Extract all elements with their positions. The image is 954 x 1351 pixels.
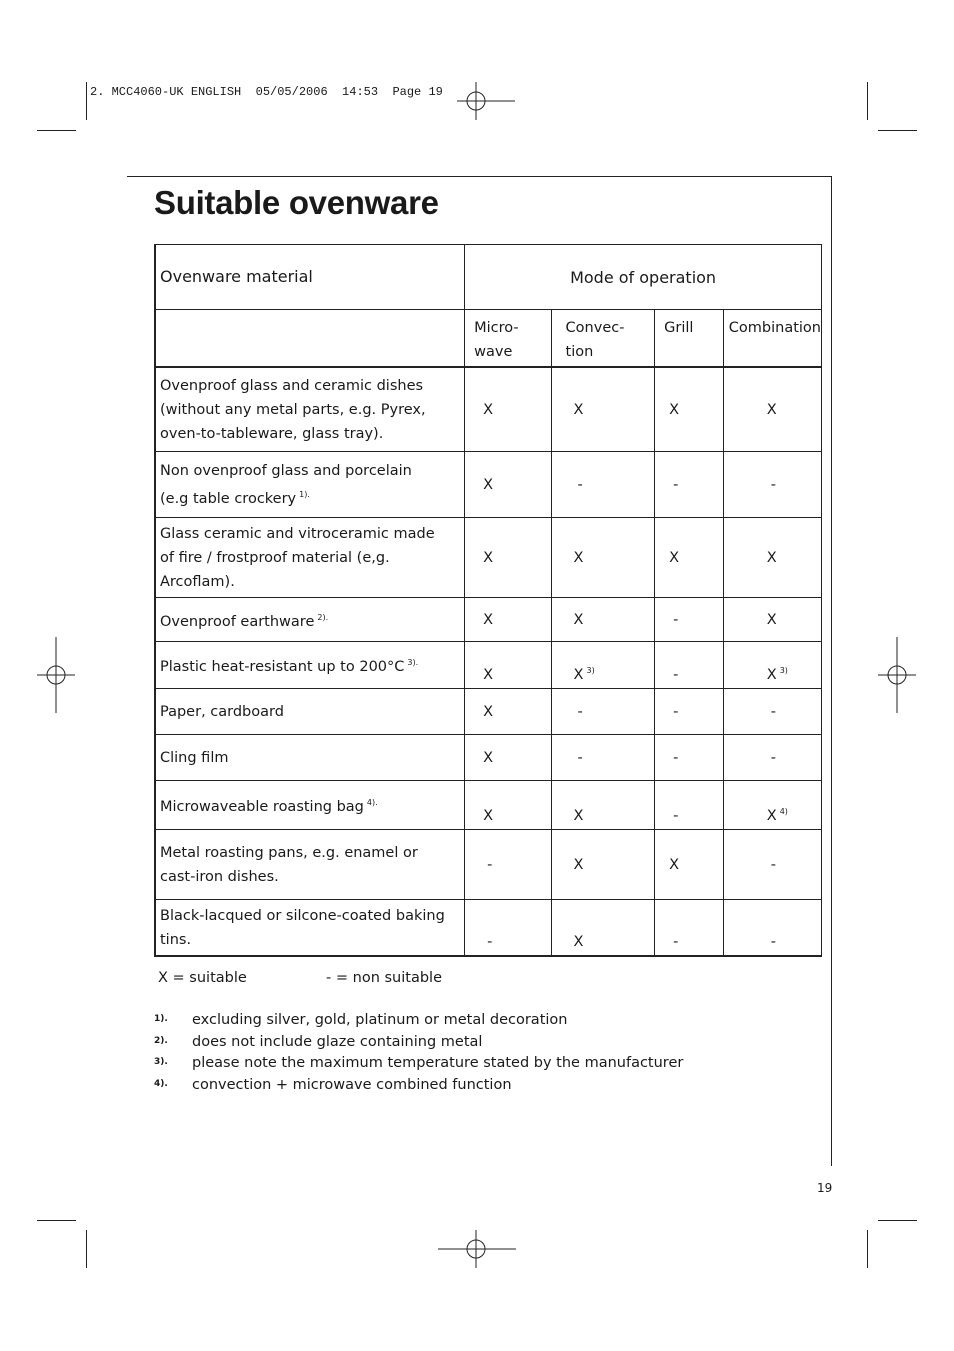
suitability-cell xyxy=(655,900,724,957)
footnote-text: convection + microwave combined function xyxy=(192,1076,512,1093)
material-label: Black-lacqued or silcone-coated baking tins. xyxy=(160,907,445,948)
suitability-mark: X xyxy=(573,667,584,683)
suitability-mark: X xyxy=(573,934,584,950)
footnote-text: does not include glaze containing metal xyxy=(192,1033,483,1050)
suitability-mark: - xyxy=(673,476,679,493)
mode-convection: Convec- tion xyxy=(551,310,655,368)
suitability-cell xyxy=(465,518,551,598)
footnote-text: please note the maximum temperature stated by the manufacturer xyxy=(192,1055,684,1071)
suitability-cell xyxy=(465,598,551,642)
material-cell xyxy=(155,781,465,830)
suitability-mark: - xyxy=(770,934,777,950)
suitability-cell xyxy=(465,900,551,957)
suitability-mark: X xyxy=(483,476,494,493)
suitability-mark: - xyxy=(770,856,777,873)
material-cell xyxy=(155,735,465,781)
suitability-cell xyxy=(655,735,724,781)
suitability-cell xyxy=(723,452,821,518)
suitability-cell xyxy=(551,830,655,900)
suitability-cell xyxy=(655,598,724,642)
suitability-cell xyxy=(551,598,655,642)
footnote-ref: 1). xyxy=(299,489,310,499)
table-row xyxy=(155,781,822,830)
page-frame-right xyxy=(831,176,832,1166)
material-cell xyxy=(155,598,465,642)
footnote-number: 1). xyxy=(154,1014,168,1024)
suitability-mark: X xyxy=(573,401,584,418)
suitability-mark: - xyxy=(770,476,777,493)
suitability-cell xyxy=(655,781,724,830)
suitability-mark: X xyxy=(483,808,494,824)
mode-microwave: Micro- wave xyxy=(465,310,551,368)
table-row xyxy=(155,367,822,452)
table-row xyxy=(155,642,822,689)
suitability-cell xyxy=(655,689,724,735)
suitability-mark: X xyxy=(483,749,494,766)
table-row xyxy=(155,689,822,735)
suitability-cell xyxy=(655,367,724,452)
suitability-cell xyxy=(551,642,655,689)
suitability-mark: - xyxy=(770,703,777,720)
suitability-cell xyxy=(723,830,821,900)
footnote-number: 2). xyxy=(154,1035,168,1046)
material-label: Plastic heat-resistant up to 200°C xyxy=(160,659,405,675)
material-label: Paper, cardboard xyxy=(160,703,284,720)
footnote-ref: 3). xyxy=(407,658,419,667)
suitability-mark: - xyxy=(577,749,583,766)
suitability-cell xyxy=(655,830,724,900)
material-cell xyxy=(155,900,465,957)
table-body xyxy=(155,367,822,956)
suitability-cell xyxy=(655,452,724,518)
legend-suitable: X = suitable xyxy=(158,970,247,986)
suitability-cell xyxy=(723,598,821,642)
material-cell xyxy=(155,452,465,518)
suitability-mark: X xyxy=(669,549,680,566)
suitability-mark: X xyxy=(766,667,777,683)
suitability-mark: X xyxy=(573,808,584,824)
material-label: Glass ceramic and vitroceramic made of fire / frostproof material (e,g. Arcoflam). xyxy=(160,525,435,590)
suitability-mark: X xyxy=(483,667,494,683)
suitability-mark: X xyxy=(483,611,494,628)
suitability-mark: X xyxy=(766,549,777,566)
suitability-cell xyxy=(655,518,724,598)
print-slug: 2. MCC4060-UK ENGLISH 05/05/2006 14:53 Page 19 xyxy=(90,85,443,99)
suitability-mark: - xyxy=(487,934,493,950)
table-row xyxy=(155,900,822,957)
suitability-cell xyxy=(723,900,821,957)
suitability-mark: - xyxy=(487,856,493,873)
footnote-ref: 4) xyxy=(779,807,788,816)
table-row xyxy=(155,518,822,598)
table-row xyxy=(155,452,822,518)
modes-row-blank xyxy=(155,310,465,368)
material-label: Ovenproof glass and ceramic dishes (without any metal parts, e.g. Pyrex, oven-to-tableware, glass tray). xyxy=(160,377,426,442)
material-label: Cling film xyxy=(160,749,229,766)
suitability-cell xyxy=(723,781,821,830)
footnote-ref: 3) xyxy=(779,666,788,675)
suitability-mark: - xyxy=(770,749,777,766)
suitability-mark: - xyxy=(673,703,679,720)
suitability-cell xyxy=(465,781,551,830)
suitability-mark: X xyxy=(766,808,777,824)
suitability-cell xyxy=(723,518,821,598)
suitability-cell xyxy=(465,830,551,900)
footnote-number: 4). xyxy=(154,1078,168,1089)
material-cell xyxy=(155,642,465,689)
table-row xyxy=(155,830,822,900)
suitability-cell xyxy=(465,452,551,518)
table-row xyxy=(155,735,822,781)
mode-combination: Combination xyxy=(723,310,821,368)
registration-mark-icon xyxy=(37,637,75,713)
ovenware-table xyxy=(154,244,822,957)
suitability-cell xyxy=(723,689,821,735)
material-cell xyxy=(155,518,465,598)
material-label: Microwaveable roasting bag xyxy=(160,799,364,815)
suitability-cell xyxy=(723,367,821,452)
suitability-cell xyxy=(465,689,551,735)
suitability-cell xyxy=(551,518,655,598)
suitability-mark: X xyxy=(669,856,680,873)
suitability-cell xyxy=(723,642,821,689)
suitability-mark: X xyxy=(483,401,494,418)
suitability-mark: - xyxy=(673,934,679,950)
page-title: Suitable ovenware xyxy=(154,184,439,221)
legend xyxy=(158,970,442,986)
suitability-mark: - xyxy=(673,749,679,766)
mode-grill: Grill xyxy=(655,310,724,368)
footnote-ref: 3) xyxy=(586,666,595,675)
table-row xyxy=(155,598,822,642)
suitability-cell xyxy=(465,735,551,781)
footnote-number: 3). xyxy=(154,1057,168,1067)
suitability-cell xyxy=(551,781,655,830)
material-label: Metal roasting pans, e.g. enamel or cast-iron dishes. xyxy=(160,844,418,885)
footnote-ref: 4). xyxy=(366,798,378,807)
suitability-mark: X xyxy=(573,856,584,873)
material-cell xyxy=(155,367,465,452)
footnote-text: excluding silver, gold, platinum or metal decoration xyxy=(192,1012,568,1028)
suitability-cell xyxy=(465,367,551,452)
header-mode: Mode of operation xyxy=(465,245,822,310)
page-frame-top xyxy=(127,176,832,177)
suitability-mark: X xyxy=(766,611,777,628)
table-header-row xyxy=(155,245,822,310)
suitability-cell xyxy=(551,452,655,518)
registration-mark-icon xyxy=(457,82,517,120)
modes-row xyxy=(155,310,822,368)
suitability-mark: - xyxy=(577,703,583,720)
suitability-mark: X xyxy=(766,401,777,418)
material-cell xyxy=(155,689,465,735)
footnote-ref: 2). xyxy=(317,612,329,622)
material-label: Non ovenproof glass and porcelain (e.g table crockery xyxy=(160,462,412,507)
suitability-cell xyxy=(655,642,724,689)
suitability-mark: - xyxy=(673,808,679,824)
material-label: Ovenproof earthware xyxy=(160,613,315,630)
suitability-mark: X xyxy=(669,401,680,418)
suitability-mark: X xyxy=(573,611,584,628)
suitability-cell xyxy=(723,735,821,781)
registration-mark-icon xyxy=(438,1230,516,1268)
suitability-cell xyxy=(551,900,655,957)
suitability-cell xyxy=(465,642,551,689)
suitability-cell xyxy=(551,735,655,781)
suitability-mark: X xyxy=(483,703,494,720)
suitability-mark: X xyxy=(483,549,494,566)
suitability-mark: - xyxy=(577,476,583,493)
suitability-cell xyxy=(551,689,655,735)
suitability-cell xyxy=(551,367,655,452)
page-number: 19 xyxy=(817,1181,833,1195)
header-material: Ovenware material xyxy=(155,245,465,310)
legend-non-suitable: - = non suitable xyxy=(326,970,442,986)
suitability-mark: X xyxy=(573,549,584,566)
suitability-mark: - xyxy=(673,667,679,683)
material-cell xyxy=(155,830,465,900)
suitability-mark: - xyxy=(673,611,679,628)
registration-mark-icon xyxy=(878,637,916,713)
